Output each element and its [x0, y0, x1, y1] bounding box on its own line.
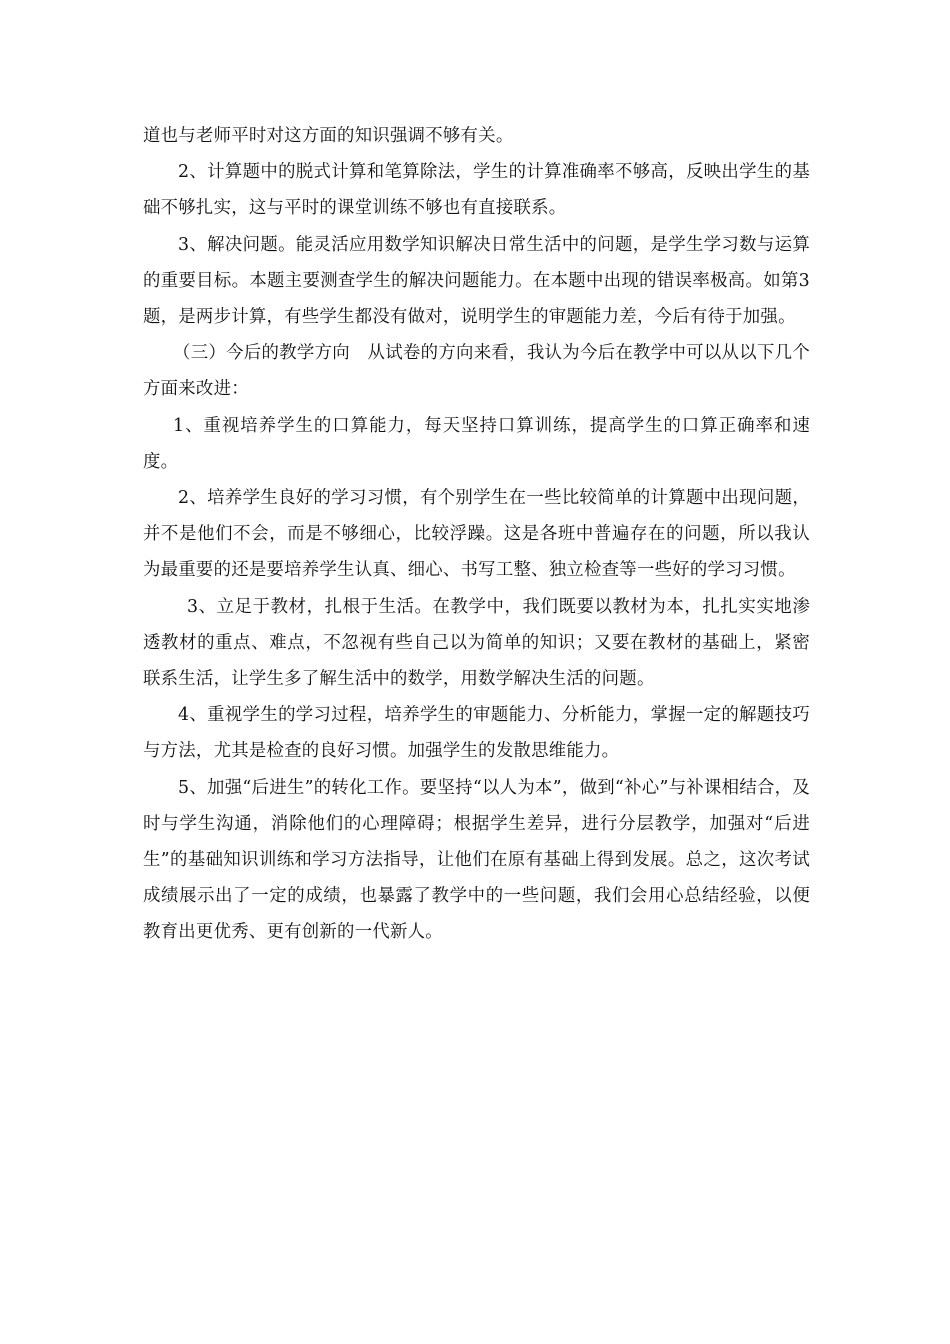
- paragraph-item-3-problem-solving: 3、解决问题。能灵活应用数学知识解决日常生活中的问题，是学生学习数与运算的重要目标。本题主要测查学生的解决问题能力。在本题中出现的错误率极高。如第3题，是两步计算，有些学生都没有做对，说明学生的审题能力差，今后有待于加强。: [143, 234, 810, 328]
- paragraph-improvement-5: 5、加强“后进生”的转化工作。要坚持“以人为本”，做到“补心”与补课相结合，及时与学生沟通，消除他们的心理障碍；根据学生差异，进行分层教学，加强对“后进生”的基础知识训练和学习方法指导，让他们在原有基础上得到发展。总之，这次考试成绩展示出了一定的成绩，也暴露了教学中的一些问题，我们会用心总结经验，以便教育出更优秀、更有创新的一代新人。: [143, 777, 810, 943]
- paragraph-continuation: 道也与老师平时对这方面的知识强调不够有关。: [143, 126, 514, 146]
- paragraph-section-three-heading: （三）今后的教学方向 从试卷的方向来看，我认为今后在教学中可以从以下几个方面来改进：: [143, 343, 810, 400]
- paragraph-improvement-4: 4、重视学生的学习过程，培养学生的审题能力、分析能力，掌握一定的解题技巧与方法，尤其是检查的良好习惯。加强学生的发散思维能力。: [143, 705, 810, 762]
- document-body: [143, 118, 810, 951]
- paragraph-improvement-2: 2、培养学生良好的学习习惯，有个别学生在一些比较简单的计算题中出现问题，并不是他们不会，而是不够细心，比较浮躁。这是各班中普遍存在的问题，所以我认为最重要的还是要培养学生认真、细心、书写工整、独立检查等一些好的学习习惯。: [143, 488, 810, 581]
- paragraph-improvement-1: 1、重视培养学生的口算能力，每天坚持口算训练，提高学生的口算正确率和速度。: [143, 415, 810, 472]
- paragraph-item-2-calculation: 2、计算题中的脱式计算和笔算除法，学生的计算准确率不够高，反映出学生的基础不够扎实，这与平时的课堂训练不够也有直接联系。: [143, 162, 810, 219]
- paragraph-improvement-3: 3、立足于教材，扎根于生活。在教学中，我们既要以教材为本，扎扎实实地渗透教材的重点、难点，不忽视有些自己以为简单的知识；又要在教材的基础上，紧密联系生活，让学生多了解生活中的数学，用数学解决生活的问题。: [143, 596, 810, 690]
